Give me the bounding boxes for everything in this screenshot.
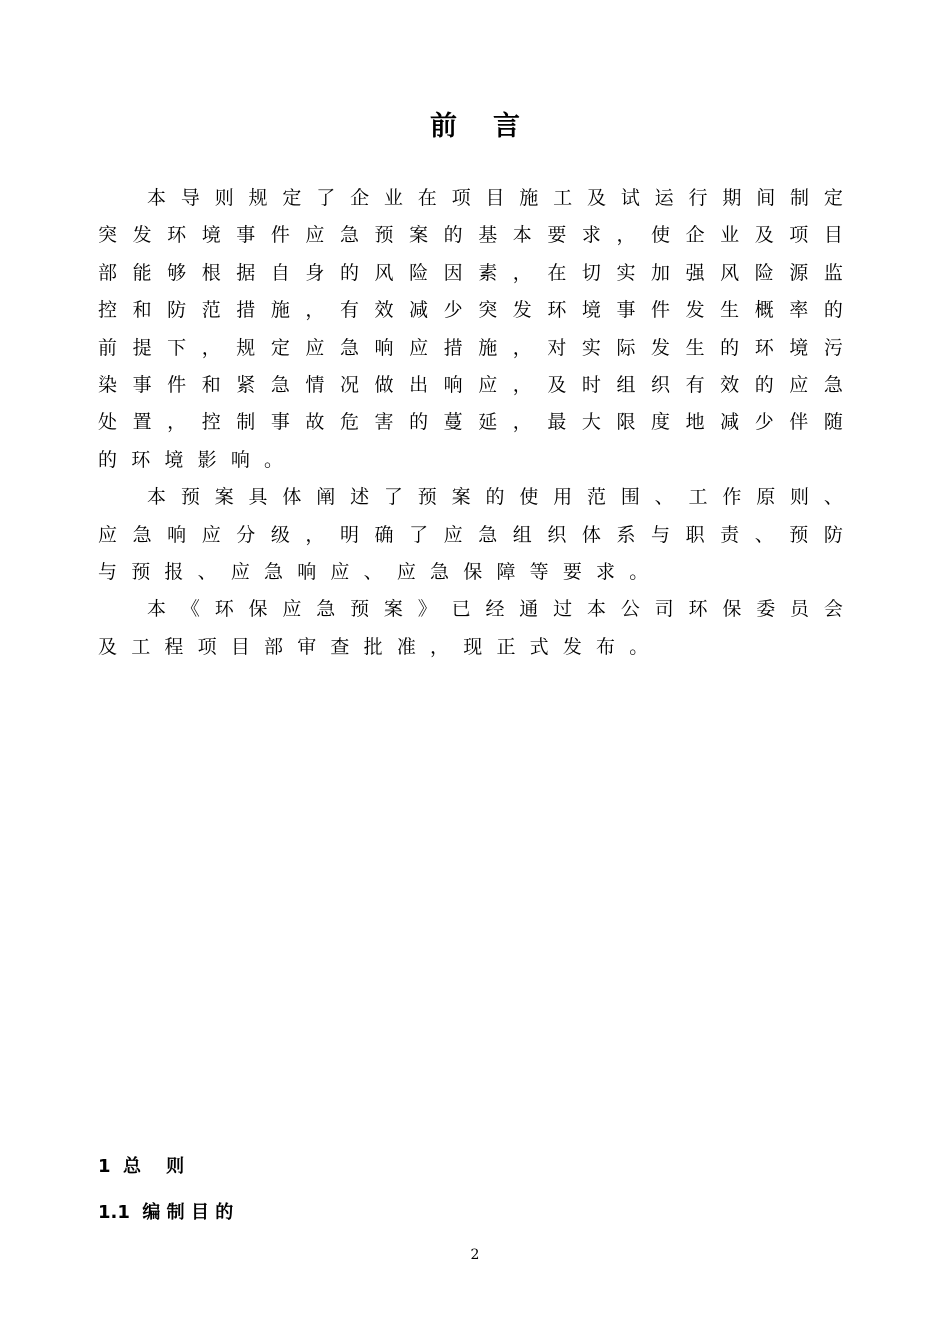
paragraph-line: 应 急 响 应 分 级 ， 明 确 了 应 急 组 织 体 系 与 职 责 、 预 防	[98, 523, 843, 546]
paragraph-line: 部 能 够 根 据 自 身 的 风 险 因 素 ， 在 切 实 加 强 风 险 源 监	[98, 261, 843, 284]
paragraph-line: 及 工 程 项 目 部 审 查 批 准 ， 现 正 式 发 布 。	[98, 635, 649, 658]
paragraph-line: 与 预 报 、 应 急 响 应 、 应 急 保 障 等 要 求 。	[98, 560, 649, 583]
paragraph-line: 控 和 防 范 措 施 ， 有 效 减 少 突 发 环 境 事 件 发 生 概 率 的	[98, 299, 843, 322]
paragraph-line: 突 发 环 境 事 件 应 急 预 案 的 基 本 要 求 ， 使 企 业 及 项 目	[98, 224, 843, 247]
preface-body	[98, 180, 843, 666]
paragraph-line: 染 事 件 和 紧 急 情 况 做 出 响 应 ， 及 时 组 织 有 效 的 应 急	[98, 373, 843, 396]
paragraph-line: 本 导 则 规 定 了 企 业 在 项 目 施 工 及 试 运 行 期 间 制 定	[147, 187, 843, 209]
paragraph-line: 本 《 环 保 应 急 预 案 》 已 经 通 过 本 公 司 环 保 委 员 会	[147, 598, 843, 621]
section-heading-1-1: 1.1 编 制 目 的	[98, 1202, 234, 1223]
paragraph-line: 的 环 境 影 响 。	[98, 448, 284, 471]
paragraph-line: 本 预 案 具 体 阐 述 了 预 案 的 使 用 范 围 、 工 作 原 则 、	[147, 486, 843, 509]
paragraph-line: 处 置 ， 控 制 事 故 危 害 的 蔓 延 ， 最 大 限 度 地 减 少 伴 随	[98, 411, 843, 434]
section-heading-1: 1 总 则	[98, 1156, 185, 1177]
page-title: 前言	[430, 111, 556, 142]
paragraph-line: 前 提 下 ， 规 定 应 急 响 应 措 施 ， 对 实 际 发 生 的 环 境 污	[98, 336, 843, 359]
page-number: 2	[470, 1247, 480, 1263]
